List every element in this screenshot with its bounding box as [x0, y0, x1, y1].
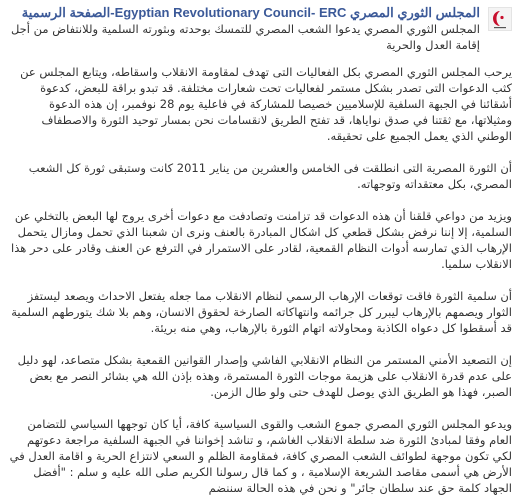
post-paragraph: يرحب المجلس الثوري المصري بكل الفعاليات التى تهدف لمقاومة الانقلاب واسقاطه، ويتابع المجلس عن كثب الدعوات التى تصدر بشكل مستمر لفعاليات تحت شعارات مختلفة. قد تبدو براقة للبعض، كدعوة أشقائنا في الجبهة السلفية للإسلاميين خصيصا للمشاركة في فاعلية يوم 28 نوفمبر، إن هذه الدعوة ومثيلاتها، مع ثقتنا في صدق نواياها، قد تفتح الطريق لانقسامات نحن بمسار توحيد الثورة والاصطفاف الوطني الذي يعمل الجميع على تحقيقه. [20, 65, 512, 143]
page-name-link[interactable]: المجلس الثوري المصري Egyptian Revolutionary Council- ERC-الصفحة الرسمية [21, 5, 480, 20]
erc-logo-icon [489, 8, 511, 30]
post-body [6, 64, 512, 499]
post-paragraph: ويدعو المجلس الثوري المصري جموع الشعب والقوى السياسية كافة، أيا كان توجهها السياسي للتضامن العام وفقا لمبادئ الثورة ضد سلطة الانقلاب الغاشم، و تناشد إخواننا في الجبهة السلفية مراجعة دعوتهم لكي تكون موجهة لطوائف الشعب المصري كافة، فمقاومة الظلم و السعي لانتزاع الحرية و اقامة العدل في الأرض هي أسمى مقاصد الشريعة الإسلامية ، و كما قال رسولنا الكريم صلى الله عليه و سلم : "أفضل الجهاد كلمة حق عند سلطان جائر" و نحن في هذه الحالة سننضم [9, 417, 512, 495]
post-paragraph: إن التصعيد الأمني المستمر من النظام الانقلابي الفاشي وإصدار القوانين القمعية بشكل متصاعد، لهو دليل على عدم قدرة الانقلاب على هزيمة موجات الثورة المستمرة، وهذه بإذن الله هي بشائر النصر مع بعض الصبر، فهذا هو الطريق الذي يوصل للهدف حتى ولو طال الزمن. [17, 353, 512, 399]
post-header [6, 4, 480, 53]
post-paragraph: ويزيد من دواعي قلقنا أن هذه الدعوات قد تزامنت وتصادفت مع دعوات أخرى يروج لها البعض بالتخلي عن السلمية، إلا إننا نرفض بشكل قطعي كل اشكال المبادرة بالعنف ونرى ان شعبنا الذي تحمل ومازال يتحمل الإرهاب الذي تمارسه أدوات النظام القمعية، لقادر على الاستمرار في الترفع عن العنف وقادر على دحر هذا الانقلاب سلميا. [11, 209, 512, 271]
page-avatar[interactable] [488, 7, 512, 31]
post-paragraph: أن الثورة المصرية التى انطلقت فى الخامس والعشرين من يناير 2011 كانت وستبقى ثورة كل الشعب المصري، بكل معتقداته وتوجهاته. [28, 161, 512, 191]
post-intro: المجلس الثوري المصري يدعوا الشعب المصري للتمسك بوحدته وبثورته السلمية وللانتفاض من أجل إقامة العدل والحرية [10, 22, 480, 52]
post-paragraph: أن سلمية الثورة فاقت توقعات الإرهاب الرسمي لنظام الانقلاب مما جعله يفتعل الاحداث ويصعد ليستفز الثوار ويصمهم بالإرهاب ليبرر كل جرائمه وانتهاكاته الصارخة لحقوق الانسان، وهم بلا شك يتورطهم السلمية قد أسقطوا كل دعواه الكاذبة ومحاولاته اتهام الثورة بالإرهاب، وهي منه بريئة. [11, 289, 512, 335]
